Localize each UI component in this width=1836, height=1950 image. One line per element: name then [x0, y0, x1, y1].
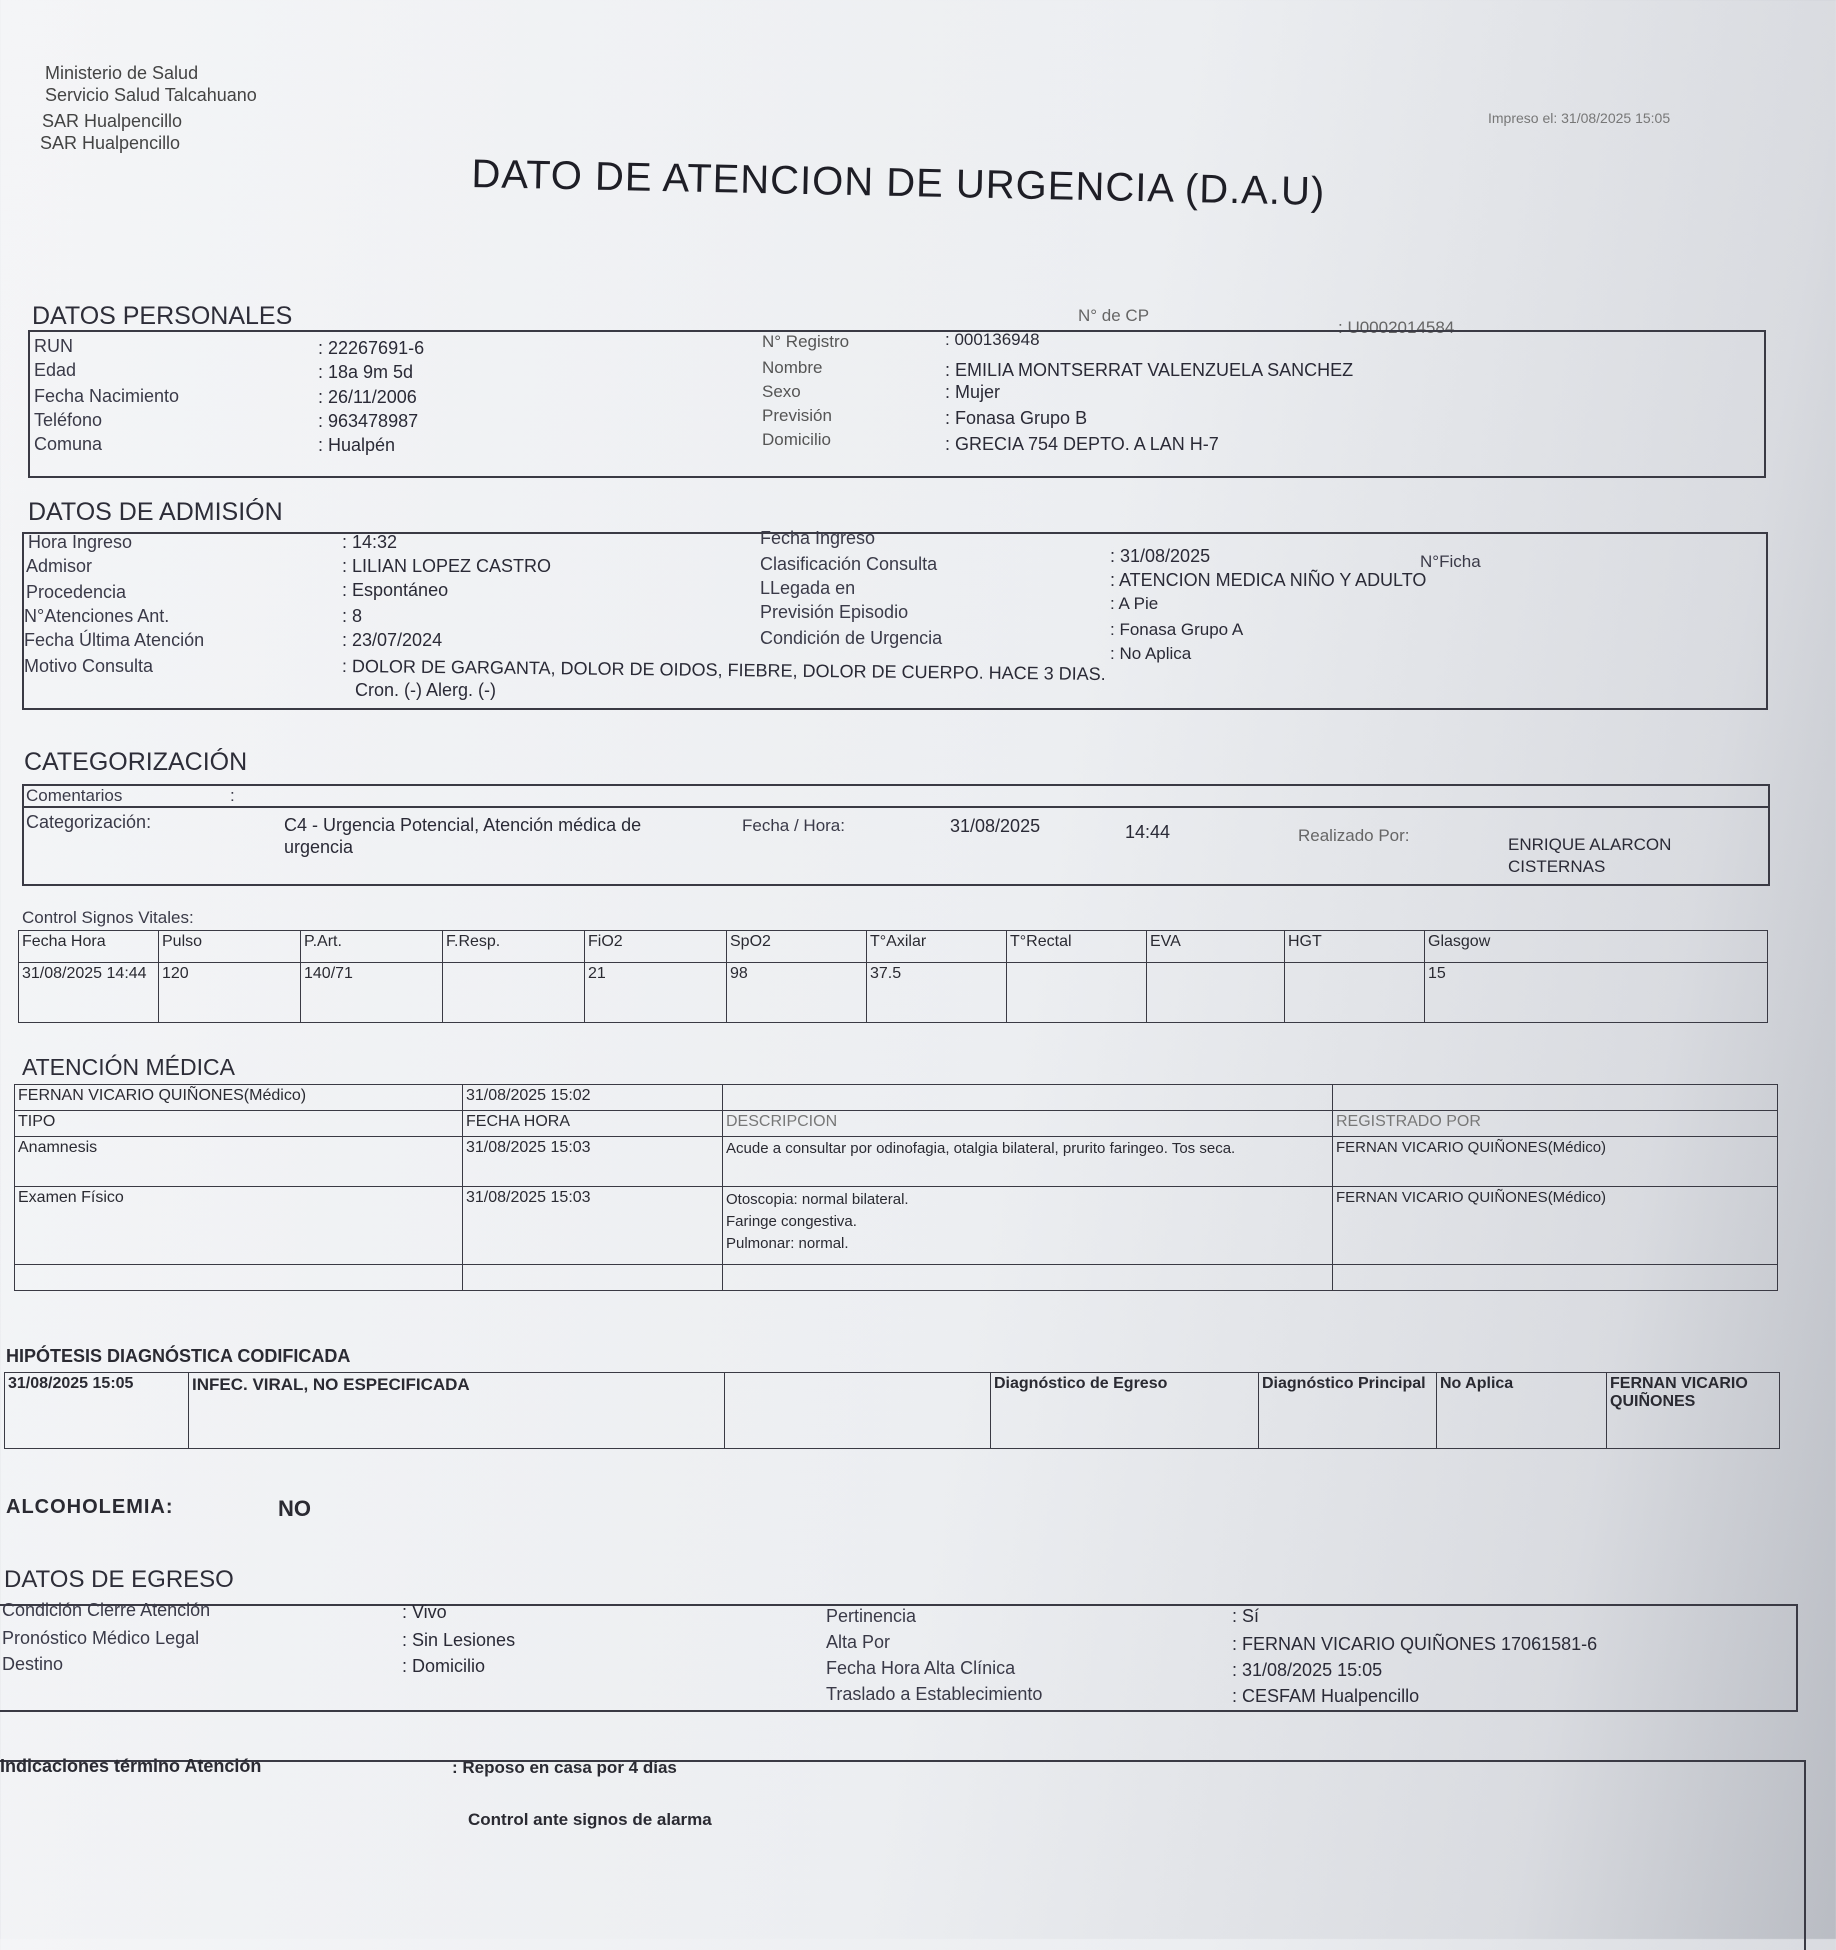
page-title: DATO DE ATENCION DE URGENCIA (D.A.U) [471, 152, 1326, 214]
col-registrado: REGISTRADO POR [1333, 1111, 1778, 1137]
cierre-value: : Vivo [402, 1602, 447, 1622]
admisor-label: Admisor [26, 556, 93, 576]
service-line: Servicio Salud Talcahuano [45, 85, 257, 105]
domicilio-value: : GRECIA 754 DEPTO. A LAN H-7 [945, 434, 1219, 454]
alcohol-label: ALCOHOLEMIA: [6, 1496, 174, 1518]
age-value: : 18a 9m 5d [318, 362, 414, 382]
vitals-header: SpO2 [727, 931, 867, 963]
vitals-cell: 98 [727, 963, 867, 1023]
alcohol-value: NO [278, 1496, 311, 1521]
vitals-cell: 37.5 [867, 963, 1007, 1023]
diagnosis-table [4, 1372, 1780, 1449]
vitals-cell: 15 [1425, 963, 1768, 1023]
realizado-label: Realizado Por: [1298, 826, 1410, 845]
row-fecha: 31/08/2025 15:03 [463, 1137, 723, 1187]
pertinencia-label: Pertinencia [826, 1606, 917, 1626]
realizado-value: ENRIQUE ALARCON CISTERNAS [1508, 835, 1672, 876]
comentarios-colon: : [230, 786, 235, 805]
indications-line1: : Reposo en casa por 4 días [452, 1758, 677, 1777]
indications-box [0, 1760, 1806, 1950]
fecha-hora-label: Fecha / Hora: [742, 816, 845, 835]
pronostico-label: Pronóstico Médico Legal [2, 1628, 200, 1648]
llegada-label: LLegada en [760, 578, 856, 598]
row-fecha: 31/08/2025 15:03 [463, 1187, 723, 1265]
indications-label: Indicaciones término Atención [0, 1756, 262, 1776]
diag-doctor: FERNAN VICARIO QUIÑONES [1607, 1373, 1780, 1449]
section-categorization: CATEGORIZACIÓN [24, 748, 248, 776]
vitals-cell [443, 963, 585, 1023]
vitals-header: T°Axilar [867, 931, 1007, 963]
medical-table [14, 1084, 1778, 1291]
admisor-value: : LILIAN LOPEZ CASTRO [342, 556, 552, 576]
section-diagnosis: HIPÓTESIS DIAGNÓSTICA CODIFICADA [6, 1346, 351, 1366]
vitals-cell: 140/71 [301, 963, 443, 1023]
diag-principal: Diagnóstico Principal [1259, 1373, 1437, 1449]
row-desc [723, 1187, 1333, 1265]
comuna-value: : Hualpén [318, 435, 396, 455]
traslado-label: Traslado a Establecimiento [826, 1684, 1043, 1704]
birth-label: Fecha Nacimiento [34, 386, 180, 406]
fecha-alta-value: : 31/08/2025 15:05 [1232, 1660, 1383, 1680]
row-reg: FERNAN VICARIO QUIÑONES(Médico) [1333, 1137, 1778, 1187]
vitals-table [18, 930, 1768, 1023]
procedencia-value: : Espontáneo [342, 580, 449, 600]
run-value: : 22267691-6 [318, 338, 425, 358]
motivo-label: Motivo Consulta [24, 656, 154, 676]
birth-value: : 26/11/2006 [318, 387, 417, 407]
ultima-value: : 23/07/2024 [342, 630, 443, 650]
desc-pulmonar: Pulmonar: normal. [726, 1235, 849, 1252]
pronostico-value: : Sin Lesiones [402, 1630, 516, 1650]
sexo-label: Sexo [762, 382, 801, 401]
vitals-cell [1147, 963, 1285, 1023]
fecha-ingreso-label: Fecha Ingreso [760, 528, 876, 548]
personal-box [28, 330, 1766, 478]
phone-label: Teléfono [34, 410, 103, 430]
alta-por-value: : FERNAN VICARIO QUIÑONES 17061581-6 [1232, 1634, 1598, 1654]
vitals-cell [1285, 963, 1425, 1023]
run-label: RUN [34, 336, 73, 356]
cp-label: N° de CP [1078, 306, 1150, 325]
diag-aplica: No Aplica [1437, 1373, 1607, 1449]
col-fecha: FECHA HORA [463, 1111, 723, 1137]
registro-label: N° Registro [762, 332, 850, 351]
vitals-cell: 120 [159, 963, 301, 1023]
hora-ingreso-value: : 14:32 [342, 532, 398, 552]
vitals-cell [1007, 963, 1147, 1023]
vitals-header: Fecha Hora [19, 931, 159, 963]
vitals-header: EVA [1147, 931, 1285, 963]
sexo-value: : Mujer [945, 382, 1001, 402]
vitals-cell: 31/08/2025 14:44 [19, 963, 159, 1023]
sar-line-2: SAR Hualpencillo [40, 133, 181, 153]
condicion-value: : No Aplica [1110, 644, 1192, 663]
categorization-divider [22, 806, 1770, 808]
prevision-episodio-label: Previsión Episodio [760, 602, 909, 622]
alta-por-label: Alta Por [826, 1632, 891, 1652]
fecha-ingreso-value: : 31/08/2025 [1110, 546, 1211, 566]
destino-label: Destino [2, 1654, 64, 1674]
section-personal: DATOS PERSONALES [32, 302, 293, 330]
vitals-header: P.Art. [301, 931, 443, 963]
nombre-value: : EMILIA MONTSERRAT VALENZUELA SANCHEZ [945, 360, 1354, 380]
nombre-label: Nombre [762, 358, 823, 377]
cat-fecha-value: 31/08/2025 [950, 816, 1041, 836]
cierre-label: Condición Cierre Atención [2, 1600, 211, 1620]
prevision-value: : Fonasa Grupo B [945, 408, 1088, 428]
hora-ingreso-label: Hora Ingreso [28, 532, 133, 552]
doctor-date: 31/08/2025 15:02 [463, 1085, 723, 1111]
doctor-name: FERNAN VICARIO QUIÑONES(Médico) [15, 1085, 463, 1111]
vitals-title: Control Signos Vitales: [22, 908, 194, 927]
procedencia-label: Procedencia [26, 582, 127, 602]
prevision-episodio-value: : Fonasa Grupo A [1110, 620, 1244, 639]
section-admission: DATOS DE ADMISIÓN [28, 498, 283, 526]
diag-date: 31/08/2025 15:05 [5, 1373, 189, 1449]
destino-value: : Domicilio [402, 1656, 486, 1676]
section-medical: ATENCIÓN MÉDICA [22, 1054, 235, 1080]
row-desc: Acude a consultar por odinofagia, otalgia bilateral, prurito faringeo. Tos seca. [723, 1137, 1333, 1187]
ficha-label: N°Ficha [1420, 552, 1481, 571]
motivo-line2: Cron. (-) Alerg. (-) [355, 680, 497, 700]
atenciones-label: N°Atenciones Ant. [24, 606, 170, 626]
section-discharge: DATOS DE EGRESO [4, 1566, 234, 1593]
registro-value: : 000136948 [945, 330, 1040, 349]
vitals-header: FiO2 [585, 931, 727, 963]
diag-egreso: Diagnóstico de Egreso [991, 1373, 1259, 1449]
categorizacion-value: C4 - Urgencia Potencial, Atención médica de urgencia [284, 815, 642, 857]
row-reg: FERNAN VICARIO QUIÑONES(Médico) [1333, 1187, 1778, 1265]
cp-value: : U0002014584 [1338, 318, 1455, 337]
col-tipo: TIPO [15, 1111, 463, 1137]
diag-text: INFEC. VIRAL, NO ESPECIFICADA [189, 1373, 725, 1449]
comentarios-label: Comentarios [26, 786, 123, 805]
atenciones-value: : 8 [342, 606, 363, 626]
col-descripcion: DESCRIPCION [723, 1111, 1333, 1137]
clasificacion-label: Clasificación Consulta [760, 554, 938, 574]
desc-otoscopia: Otoscopia: normal bilateral. [726, 1191, 909, 1208]
row-tipo: Anamnesis [15, 1137, 463, 1187]
clasificacion-value: : ATENCION MEDICA NIÑO Y ADULTO [1110, 570, 1427, 590]
desc-faringe: Faringe congestiva. [726, 1213, 857, 1230]
vitals-cell: 21 [585, 963, 727, 1023]
row-tipo: Examen Físico [15, 1187, 463, 1265]
ministry-line: Ministerio de Salud [45, 63, 199, 83]
domicilio-label: Domicilio [762, 430, 831, 449]
age-label: Edad [34, 360, 77, 380]
phone-value: : 963478987 [318, 411, 419, 431]
cat-hora-value: 14:44 [1125, 822, 1171, 842]
prevision-label: Previsión [762, 406, 832, 425]
vitals-header: F.Resp. [443, 931, 585, 963]
motivo-value: : DOLOR DE GARGANTA, DOLOR DE OIDOS, FIEBRE, DOLOR DE CUERPO. HACE 3 DIAS. [341, 656, 1106, 684]
ultima-label: Fecha Última Atención [24, 630, 205, 650]
comuna-label: Comuna [34, 434, 103, 454]
vitals-header: T°Rectal [1007, 931, 1147, 963]
printed-date: Impreso el: 31/08/2025 15:05 [1488, 110, 1671, 126]
pertinencia-value: : Sí [1232, 1606, 1260, 1626]
vitals-header: Pulso [159, 931, 301, 963]
categorizacion-label: Categorización: [26, 812, 152, 832]
indications-line2: Control ante signos de alarma [468, 1810, 712, 1829]
vitals-header: HGT [1285, 931, 1425, 963]
fecha-alta-label: Fecha Hora Alta Clínica [826, 1658, 1016, 1678]
traslado-value: : CESFAM Hualpencillo [1232, 1686, 1420, 1706]
sar-line: SAR Hualpencillo [42, 111, 183, 131]
llegada-value: : A Pie [1110, 594, 1159, 613]
vitals-header: Glasgow [1425, 931, 1768, 963]
condicion-label: Condición de Urgencia [760, 628, 943, 648]
